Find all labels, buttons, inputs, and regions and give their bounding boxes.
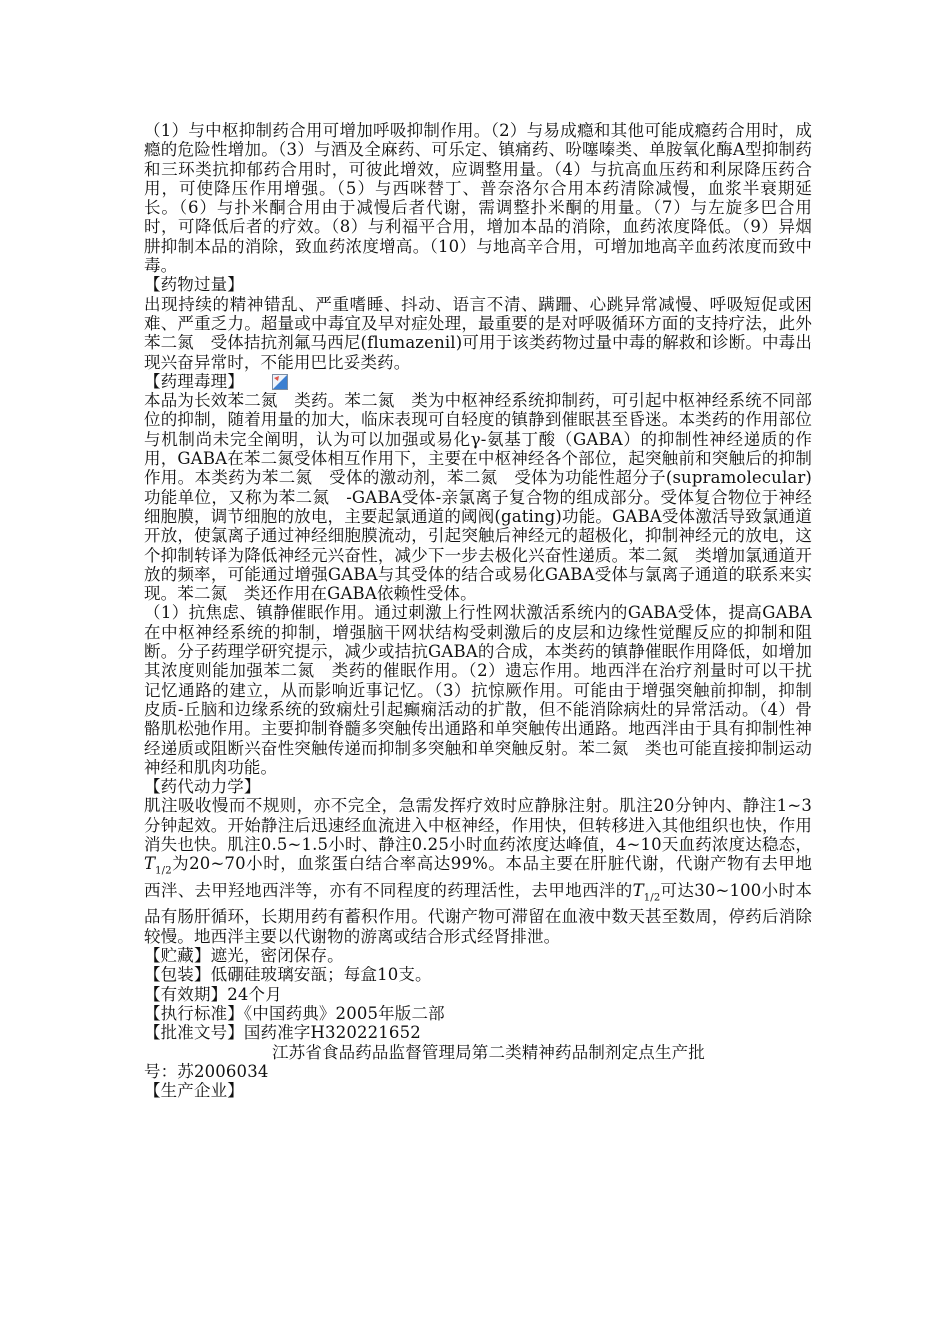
- storage-label: 【贮藏】: [144, 946, 211, 966]
- overdose-heading: 【药物过量】: [144, 275, 244, 295]
- document-body: [144, 121, 812, 1100]
- t-half-subscript: 1/2: [155, 865, 172, 877]
- storage-line: [144, 946, 812, 965]
- pk-text-b: 为20~70小时，血浆蛋白结合率高达99%。本品主要在肝脏代谢，代谢产物有去甲地西泮、去甲羟地西泮等，亦有不同程度的药理活性，去甲地西泮的: [144, 854, 812, 900]
- pharmacology-paragraph-1: 本品为长效苯二氮 类药。苯二氮 类为中枢神经系统抑制药，可引起中枢神经系统不同部位的抑制，随着用量的加大，临床表现可自轻度的镇静到催眠甚至昏迷。本类药的作用部位与机制尚未完全阐明，认为可以加强或易化γ-氨基丁酸（GABA）的抑制性神经递质的作用，GABA在苯二氮受体相互作用下，主要在中枢神经各个部位，起突触前和突触后的抑制作用。本类药为苯二氮 受体的激动剂，苯二氮 受体为功能性超分子(supramolecular)功能单位，又称为苯二氮 -GABA受体-亲氯离子复合物的组成部分。受体复合物位于神经细胞膜，调节细胞的放电，主要起氯通道的阈阀(gating)功能。GABA受体激活导致氯通道开放，使氯离子通过神经细胞膜流动，引起突触后神经元的超极化，抑制神经元的放电，这个抑制转译为降低神经元兴奋性，减少下一步去极化兴奋性递质。苯二氮 类增加氯通道开放的频率，可能通过增强GABA与其受体的结合或易化GABA受体与氯离子通道的联系来实现。苯二氮 类还作用在GABA依赖性受体。: [144, 391, 812, 604]
- standard-line: [144, 1004, 812, 1023]
- pk-text-a: 肌注吸收慢而不规则，亦不完全，急需发挥疗效时应静脉注射。肌注20分钟内、静注1~3分钟起效。开始静注后迅速经血流进入中枢神经，作用快，但转移进入其他组织也快，作用消失也快。肌注0.5~1.5小时、静注0.25小时血药浓度达峰值，4~10天血药浓度达稳态，: [144, 796, 812, 854]
- storage-value: 遮光，密闭保存。: [210, 946, 344, 966]
- pharmacology-paragraph-2: （1）抗焦虑、镇静催眠作用。通过刺激上行性网状激活系统内的GABA受体，提高GABA在中枢神经系统的抑制，增强脑干网状结构受刺激后的皮层和边缘性觉醒反应的抑制和阻断。分子药理学研究提示，减少或拮抗GABA的合成，本类药的镇静催眠作用降低，如增加其浓度则能加强苯二氮 类药的催眠作用。（2）遗忘作用。地西泮在治疗剂量时可以干扰记忆通路的建立，从而影响近事记忆。（3）抗惊厥作用。可能由于增强突触前抑制，抑制皮质-丘脑和边缘系统的致痫灶引起癫痫活动的扩散，但不能消除病灶的异常活动。（4）骨骼肌松弛作用。主要抑制脊髓多突触传出通路和单突触传出通路。地西泮由于具有抑制性神经递质或阻断兴奋性突触传递而抑制多突触和单突触反射。苯二氮 类也可能直接抑制运动神经和肌肉功能。: [144, 603, 812, 777]
- packaging-line: [144, 965, 812, 984]
- expiry-value: 24个月: [227, 984, 282, 1004]
- standard-value: 《中国药典》2005年版二部: [243, 1003, 445, 1023]
- interactions-paragraph: （1）与中枢抑制药合用可增加呼吸抑制作用。（2）与易成瘾和其他可能成瘾药合用时，成瘾的危险性增加。（3）与酒及全麻药、可乐定、镇痛药、吩噻嗪类、单胺氧化酶A型抑制药和三环类抗抑郁药合用时，可彼此增效，应调整用量。（4）与抗高血压药和利尿降压药合用，可使降压作用增强。（5）与西咪替丁、普奈洛尔合用本药清除减慢，血浆半衰期延长。（6）与扑米酮合用由于减慢后者代谢，需调整扑米酮的用量。（7）与左旋多巴合用时，可降低后者的疗效。（8）与利福平合用，增加本品的消除，血药浓度降低。（9）异烟肼抑制本品的消除，致血药浓度增高。（10）与地高辛合用，可增加地高辛血药浓度而致中毒。: [144, 121, 812, 276]
- pharmacokinetics-paragraph: [144, 796, 812, 946]
- standard-label: 【执行标准】: [144, 1003, 244, 1023]
- pharmacology-heading: [144, 372, 812, 391]
- packaging-value: 低硼硅玻璃安瓿；每盒10支。: [210, 965, 432, 985]
- expiry-label: 【有效期】: [144, 984, 228, 1004]
- packaging-label: 【包装】: [144, 965, 211, 985]
- manufacturer-heading: 【生产企业】: [144, 1081, 244, 1101]
- t-half-symbol: T: [144, 854, 156, 874]
- approval-note-line-1: 江苏省食品药品监督管理局第二类精神药品制剂定点生产批: [272, 1042, 705, 1062]
- approval-line: [144, 1023, 812, 1042]
- approval-label: 【批准文号】: [144, 1023, 244, 1043]
- approval-value: 国药准字H320221652: [243, 1023, 421, 1043]
- broken-image-icon: [272, 374, 288, 390]
- approval-note-line-2: 号：苏2006034: [144, 1061, 269, 1081]
- pharmacology-heading-text: 【药理毒理】: [144, 371, 244, 391]
- pk-text-c: 可达30~100小时本品有肠肝循环，长期用药有蓄积作用。代谢产物可滞留在血液中数天甚至数周，停药后消除较慢。地西泮主要以代谢物的游离或结合形式经肾排泄。: [144, 880, 812, 946]
- overdose-paragraph: 出现持续的精神错乱、严重嗜睡、抖动、语言不清、蹒跚、心跳异常减慢、呼吸短促或困难、严重乏力。超量或中毒宜及早对症处理，最重要的是对呼吸循环方面的支持疗法，此外苯二氮 受体拮抗剂氟马西尼(flumazenil)可用于该类药物过量中毒的解救和诊断。中毒出现兴奋异常时，不能用巴比妥类药。: [144, 294, 812, 372]
- expiry-line: [144, 985, 812, 1004]
- pharmacokinetics-heading: 【药代动力学】: [144, 777, 261, 797]
- t-half-subscript-2: 1/2: [643, 892, 661, 904]
- t-half-symbol-2: T: [632, 880, 644, 900]
